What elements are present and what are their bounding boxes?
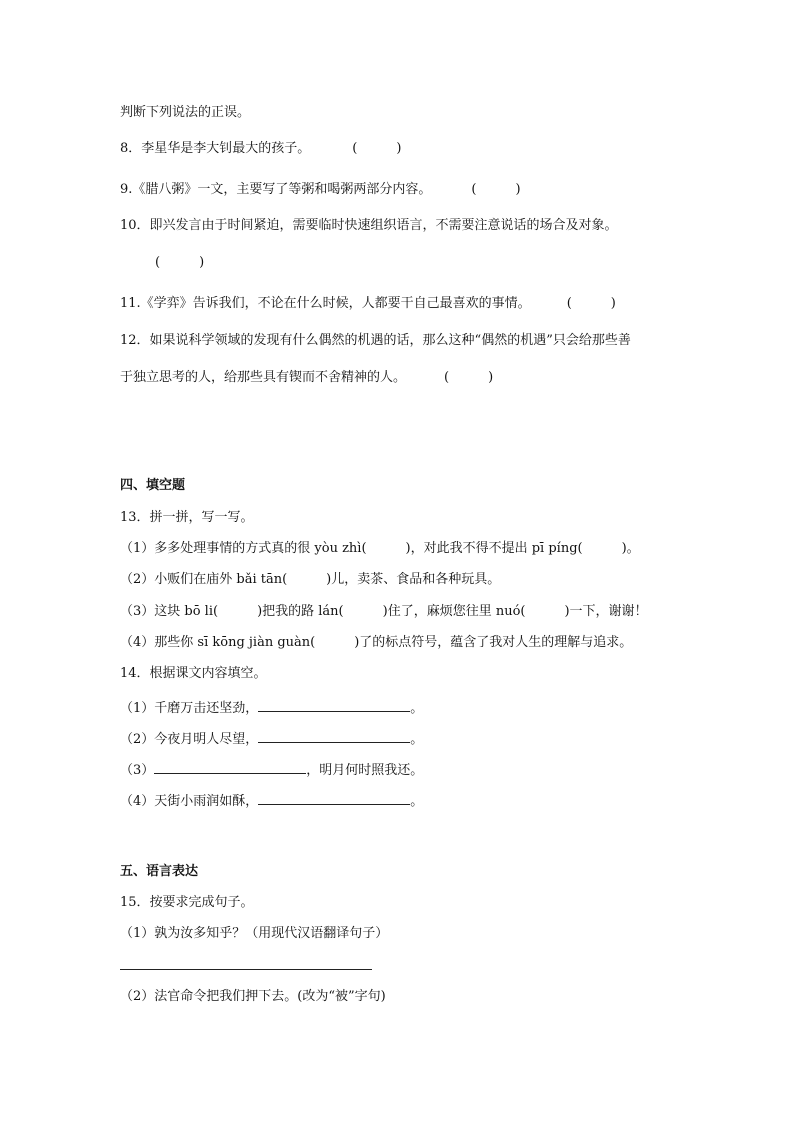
question-12-text: 于独立思考的人，给那些具有锲而不舍精神的人。	[120, 370, 407, 385]
answer-paren[interactable]: ( )	[471, 182, 521, 197]
question-8-text: 8．李星华是李大钊最大的孩子。	[120, 141, 311, 156]
question-14-title: 14．根据课文内容填空。	[120, 666, 267, 681]
answer-paren[interactable]: ( )	[352, 141, 402, 156]
question-14-item-3: （3） ，明月何时照我还。	[120, 759, 423, 780]
question-15-item-2: （2）法官命令把我们押下去。(改为“被”字句)	[120, 989, 386, 1004]
question-8	[120, 140, 401, 158]
question-10-paren-line	[155, 254, 204, 272]
answer-blank[interactable]	[258, 697, 410, 712]
answer-line[interactable]	[120, 969, 372, 970]
question-9-text: 9.《腊八粥》一文，主要写了等粥和喝粥两部分内容。	[120, 182, 432, 197]
answer-paren[interactable]: ( )	[155, 255, 205, 270]
section-heading-expression: 五、语言表达	[120, 864, 199, 879]
answer-blank[interactable]	[258, 790, 410, 805]
judge-instruction: 判断下列说法的正误。	[120, 105, 251, 120]
question-15-item-1: （1）孰为汝多知乎？（用现代汉语翻译句子）	[120, 926, 389, 941]
question-13-item-3: （3）这块 bō li( )把我的路 lán( )住了，麻烦您往里 nuó( )一下，谢谢！	[120, 604, 648, 619]
question-10-text: 10．即兴发言由于时间紧迫，需要临时快速组织语言，不需要注意说话的场合及对象。	[120, 218, 618, 233]
question-15-title: 15．按要求完成句子。	[120, 895, 254, 910]
question-13-title: 13．拼一拼，写一写。	[120, 510, 254, 525]
question-12-line1: 12．如果说科学领域的发现有什么偶然的机遇的话，那么这种“偶然的机遇”只会给那些善	[120, 333, 631, 348]
answer-paren[interactable]: ( )	[444, 370, 494, 385]
question-14-item-2: （2）今夜月明人尽望， 。	[120, 728, 423, 749]
answer-blank[interactable]	[154, 759, 306, 774]
question-13-item-1: （1）多多处理事情的方式真的很 yòu zhì( )，对此我不得不提出 pī píng( )。	[120, 541, 640, 556]
question-9	[120, 181, 521, 199]
question-11-text: 11.《学弈》告诉我们，不论在什么时候，人都要干自己最喜欢的事情。	[120, 296, 531, 311]
section-heading-fill: 四、填空题	[120, 478, 186, 493]
question-14-item-4: （4）天街小雨润如酥， 。	[120, 790, 423, 811]
question-14-item-1: （1）千磨万击还坚劲， 。	[120, 697, 423, 718]
question-13-item-4: （4）那些你 sī kōng jiàn guàn( )了的标点符号，蕴含了我对人生的理解与追求。	[120, 635, 633, 650]
question-12-line2	[120, 369, 493, 387]
answer-blank[interactable]	[258, 728, 410, 743]
question-11	[120, 295, 616, 313]
answer-paren[interactable]: ( )	[566, 296, 616, 311]
question-13-item-2: （2）小贩们在庙外 bǎi tān( )儿，卖茶、食品和各种玩具。	[120, 572, 501, 587]
question-10	[120, 217, 618, 235]
